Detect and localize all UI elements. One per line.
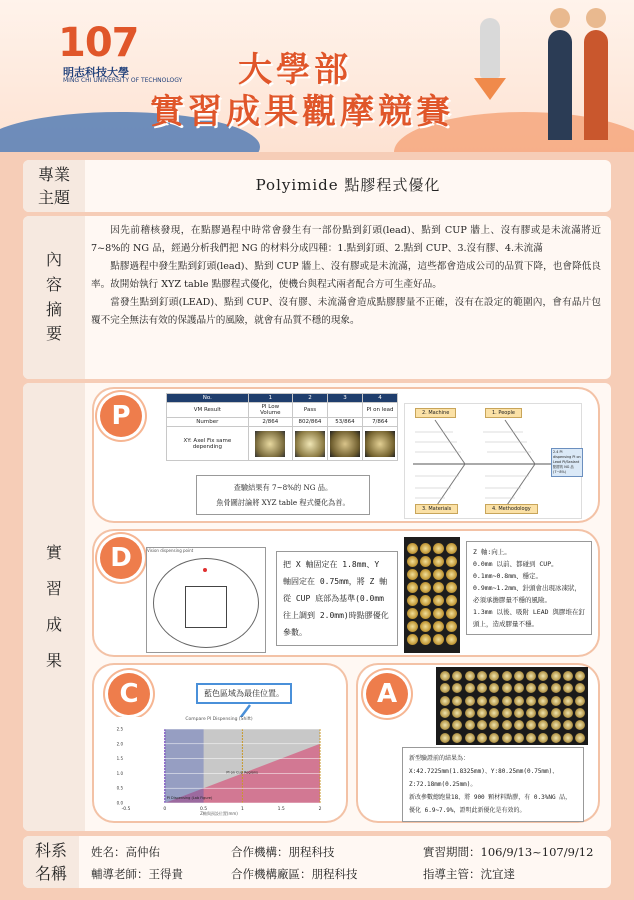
chip-cell: [502, 708, 512, 718]
logo-school: 明志科技大學: [63, 66, 129, 79]
chip-cell: [446, 621, 457, 632]
chip-cell: [452, 671, 462, 681]
fishbone-effect: 2.4 PI dispensing PI on Lead PI/Sealant 點膠的 NG 品 (7~8%): [551, 448, 583, 477]
partner-company: 合作機構：朋程科技: [231, 845, 335, 859]
table-cell: [327, 403, 362, 418]
chip-cell: [433, 582, 444, 593]
chart-container: [104, 717, 334, 817]
p-note-line: 查驗結果有 7~8%的 NG 品。: [233, 483, 333, 492]
chip-cell: [420, 569, 431, 580]
chip-cell: [420, 543, 431, 554]
panel-p: [92, 387, 600, 523]
chip-cell: [551, 683, 561, 693]
chip-cell: [575, 733, 585, 743]
dispense-point-diagram: [146, 547, 266, 653]
table-cell: 802/864: [292, 418, 327, 427]
chip-cell: [502, 671, 512, 681]
chip-cell: [452, 720, 462, 730]
chip-cell: [514, 733, 524, 743]
chip-cell: [502, 720, 512, 730]
chip-cell: [538, 720, 548, 730]
chip-cell: [465, 708, 475, 718]
chip-cell: [538, 708, 548, 718]
chip-cell: [407, 595, 418, 606]
chip-cell: [551, 696, 561, 706]
fishbone-materials: 3. Materials: [415, 504, 458, 514]
chip-cell: [526, 720, 536, 730]
a-note-line: X:42.7225mm(1.8325mm)、Y:80.25mm(0.75mm)、: [409, 768, 559, 775]
z-note-line: 0.9mm~1.2mm、針頭會出現冰凍狀，必須承擔膠量不穩的風險。: [473, 584, 582, 604]
chip-cell: [563, 671, 573, 681]
chip-cell: [433, 543, 444, 554]
chart-x-tick: 2: [318, 807, 322, 812]
chip-cell: [440, 696, 450, 706]
chart-y-tick: 1.5: [116, 756, 123, 762]
chip-cell: [433, 556, 444, 567]
dispense-point-marker: [203, 568, 207, 572]
panel-a: [356, 663, 600, 823]
badge-c: C: [108, 673, 150, 715]
table-header-cell: 4: [362, 394, 397, 403]
chip-cell: [538, 696, 548, 706]
chip-cell: [575, 696, 585, 706]
chip-cell: [446, 595, 457, 606]
chip-cell: [514, 708, 524, 718]
chip-cell: [407, 569, 418, 580]
callout-best-position: 藍色區域為最佳位置。: [196, 683, 292, 704]
topic-value: Polyimide 點膠程式優化: [255, 176, 441, 194]
chip-cell: [563, 720, 573, 730]
chart-y-tick: 0.5: [116, 785, 123, 791]
results-label: 實 習 成 果: [45, 543, 62, 670]
chip-photo: [248, 427, 292, 461]
internship-period: 實習期間：106/9/13~107/9/12: [423, 845, 594, 859]
table-cell: PI on lead: [362, 403, 397, 418]
chip-cell: [538, 671, 548, 681]
chip-cell: [477, 708, 487, 718]
table-cell: 53/864: [327, 418, 362, 427]
chip-cell: [465, 720, 475, 730]
chart-x-tick: 0.5: [200, 807, 208, 812]
chip-cell: [407, 621, 418, 632]
chip-cell: [465, 733, 475, 743]
chip-cell: [446, 634, 457, 645]
chip-cell: [502, 696, 512, 706]
chip-cell: [526, 671, 536, 681]
chip-cell: [489, 708, 499, 718]
chip-cell: [452, 708, 462, 718]
chip-cell: [526, 696, 536, 706]
footer-row: [23, 836, 611, 888]
chip-cell: [452, 733, 462, 743]
abstract-body: [85, 216, 611, 379]
chip-cell: [407, 608, 418, 619]
p-note-line: 魚骨圖討論將 XYZ table 程式優化為首。: [216, 498, 350, 507]
chip-cell: [446, 569, 457, 580]
vm-result-table: [166, 393, 398, 461]
chart-y-tick: 0.0: [116, 800, 123, 806]
chip-cell: [420, 608, 431, 619]
chip-photo: [292, 427, 327, 461]
chip-cell: [563, 733, 573, 743]
fishbone-machine: 2. Machine: [415, 408, 456, 418]
abstract-paragraph: 因先前稽核發現，在點膠過程中時常會發生有一部份點到釘頭(lead)、點到 CUP 牆上、沒有膠或是未流滿將近 7~8%的 NG 品，經過分析我們把 NG 的材料分成四種：1.點到釘頭、2.點到 CUP、3.沒有膠、4.未流滿: [91, 225, 601, 254]
chip-cell: [502, 683, 512, 693]
chip-cell: [551, 671, 561, 681]
fishbone-methodology: 4. Methodology: [485, 504, 538, 514]
table-cell: Number: [167, 418, 249, 427]
logo-number: 107: [58, 20, 139, 66]
topic-label-cell: [23, 160, 85, 212]
table-cell: 7/864: [362, 418, 397, 427]
chip-cell: [514, 720, 524, 730]
diagram-label: Vision dispensing point: [147, 548, 194, 553]
chip-cell: [575, 708, 585, 718]
p-note: [196, 475, 370, 515]
chip-cell: [420, 556, 431, 567]
chip-cell: [452, 696, 462, 706]
student-name: 姓名：高仲佑: [91, 845, 160, 859]
a-note-line: 優化 6.9~7.9%，證明此新優化是有效的。: [409, 807, 526, 814]
chip-cell: [563, 696, 573, 706]
chart-title: Compare PI Dispensing (Shift): [185, 717, 253, 722]
chip-cell: [502, 733, 512, 743]
chip-cell: [563, 683, 573, 693]
abstract-row: [23, 216, 611, 379]
table-header-cell: No.: [167, 394, 249, 403]
chip-cell: [514, 683, 524, 693]
chip-cell: [489, 720, 499, 730]
panel-d: [92, 529, 600, 657]
chip-cell: [551, 733, 561, 743]
chip-cell: [538, 683, 548, 693]
chart-y-tick: 2.0: [116, 741, 123, 747]
chip-cell: [452, 683, 462, 693]
person-icon: [584, 30, 608, 140]
chart-x-tick: -0.5: [121, 807, 131, 812]
chip-cell: [446, 543, 457, 554]
table-header-cell: 1: [248, 394, 292, 403]
chip-cell: [433, 634, 444, 645]
chip-cell: [489, 733, 499, 743]
chip-cell: [489, 683, 499, 693]
chip-cell: [477, 683, 487, 693]
table-header-cell: 2: [292, 394, 327, 403]
supervisor: 指導主管：沈宜達: [423, 867, 515, 881]
table-header-cell: 3: [327, 394, 362, 403]
chip-cell: [440, 683, 450, 693]
topic-row: [23, 160, 611, 212]
d-z-notes: [466, 541, 592, 635]
chip-cell: [433, 595, 444, 606]
badge-a: A: [366, 673, 408, 715]
chip-cell: [526, 683, 536, 693]
header-banner: [0, 0, 634, 152]
chip-cell: [433, 621, 444, 632]
chip-cell: [446, 582, 457, 593]
advisor: 輔導老師：王得貴: [91, 867, 183, 881]
person-icon: [548, 30, 572, 140]
d-note: 把 X 軸固定在 1.8mm、Y 軸固定在 0.75mm，將 Z 軸從 CUP 底部為基準(0.0mm 往上調到 2.0mm)時點膠優化參數。: [276, 551, 398, 646]
rocket-icon: [480, 18, 500, 78]
footer-label-cell: [23, 836, 79, 888]
chip-cell: [407, 634, 418, 645]
topic-label: 專業 主題: [37, 164, 70, 207]
chip-cell: [446, 608, 457, 619]
chart-best-region: [165, 729, 204, 803]
chip-cell: [407, 582, 418, 593]
chip-cell: [477, 696, 487, 706]
chip-cell: [538, 733, 548, 743]
chip-cell: [440, 720, 450, 730]
chip-cell: [433, 608, 444, 619]
chip-cell: [575, 671, 585, 681]
chip-cell: [551, 720, 561, 730]
chip-photo: [362, 427, 397, 461]
chip-cell: [420, 634, 431, 645]
chip-cell: [477, 720, 487, 730]
chip-cell: [446, 556, 457, 567]
chip-cell: [477, 733, 487, 743]
chip-cell: [526, 708, 536, 718]
chip-cell: [575, 720, 585, 730]
chip-cell: [420, 595, 431, 606]
chip-cell: [433, 569, 444, 580]
company-site: 合作機構廠區：朋程科技: [231, 867, 358, 881]
chip-cell: [407, 543, 418, 554]
table-cell: VM Result: [167, 403, 249, 418]
abstract-paragraph: 點膠過程中發生點到釘頭(lead)、點到 CUP 牆上、沒有膠或是未流滿，這些都會造成公司的品質下降，也會降低良率。故開始執行 XYZ table 點膠程式優化，使機台與程式兩者配合方可生產好品。: [91, 261, 601, 290]
chip-cell: [514, 696, 524, 706]
chip-cell: [563, 708, 573, 718]
chart-y-tick: 1.0: [116, 770, 123, 776]
table-cell: PI Low Volume: [248, 403, 292, 418]
fishbone-people: 1. People: [485, 408, 522, 418]
table-cell: 2/864: [248, 418, 292, 427]
chip-cell: [420, 621, 431, 632]
chip-cell: [420, 582, 431, 593]
fishbone-diagram: [404, 403, 582, 519]
chip-outline: [185, 586, 227, 628]
chip-tray-photo-2: [436, 667, 588, 745]
z-note-line: 0.1mm~0.8mm、穩定。: [473, 572, 543, 580]
chip-cell: [440, 733, 450, 743]
footer-label: 科系 名稱: [34, 840, 67, 883]
a-note-line: Z:72.18mm(0.25mm)。: [409, 781, 477, 788]
logo-school-en: MING CHI UNIVERSITY OF TECHNOLOGY: [63, 77, 183, 84]
chip-cell: [465, 683, 475, 693]
chip-cell: [440, 671, 450, 681]
chart-svg: [104, 717, 334, 817]
a-note-line: 新改參數總跑量18、將 900 顆材料點膠，有 0.3%NG 品，: [409, 794, 572, 801]
z-note-line: Z 軸:向上。: [473, 548, 511, 556]
z-note-line: 0.0mm 以前、都碰到 CUP。: [473, 560, 558, 568]
chip-cell: [407, 556, 418, 567]
chip-cell: [551, 708, 561, 718]
chip-cell: [489, 671, 499, 681]
chip-cell: [575, 683, 585, 693]
panel-c: [92, 663, 348, 823]
a-note-line: 新型驗證前的結果為：: [409, 755, 470, 762]
results-label-cell: [23, 383, 85, 831]
chart-x-tick: 1: [240, 807, 244, 812]
abstract-label-cell: [23, 216, 85, 379]
a-note: [402, 747, 584, 822]
badge-p: P: [100, 395, 142, 437]
chip-cell: [489, 696, 499, 706]
title-line2: 實習成果觀摩競賽: [150, 92, 454, 132]
chart-annotation: PI on Cup Regions: [226, 770, 258, 775]
table-cell: XY: Axel Fix same depending: [167, 427, 249, 461]
chip-cell: [465, 671, 475, 681]
table-cell: Pass: [292, 403, 327, 418]
chip-cell: [440, 708, 450, 718]
abstract-label: 內 容 摘 要: [45, 249, 62, 344]
chip-photo: [327, 427, 362, 461]
chart-x-tick: 0: [163, 807, 167, 812]
chip-cell: [465, 696, 475, 706]
chart-y-tick: 2.5: [116, 726, 123, 732]
chip-tray-photo: [404, 537, 460, 653]
chart-x-tick: 1.5: [277, 807, 285, 812]
chart-xlabel: Z軸與預設位置(mm): [200, 811, 238, 816]
z-note-line: 1.3mm 以後、吸附 LEAD 與膠堆在釘頭上，造成膠量不穩。: [473, 608, 585, 628]
abstract-paragraph: 當發生點到釘頭(LEAD)、點到 CUP、沒有膠、未流滿會造成點膠膠量不正確，沒有在設定的範圍內，會有晶片包覆不完全無法有效的保護晶片的風險，就會有品質不穩的現象。: [91, 297, 601, 326]
chart-annotation: PI Dispensing (Lab Figure): [166, 796, 213, 800]
chip-cell: [477, 671, 487, 681]
chip-cell: [526, 733, 536, 743]
badge-d: D: [100, 537, 142, 579]
chip-cell: [514, 671, 524, 681]
title-line1: 大學部: [238, 50, 352, 90]
